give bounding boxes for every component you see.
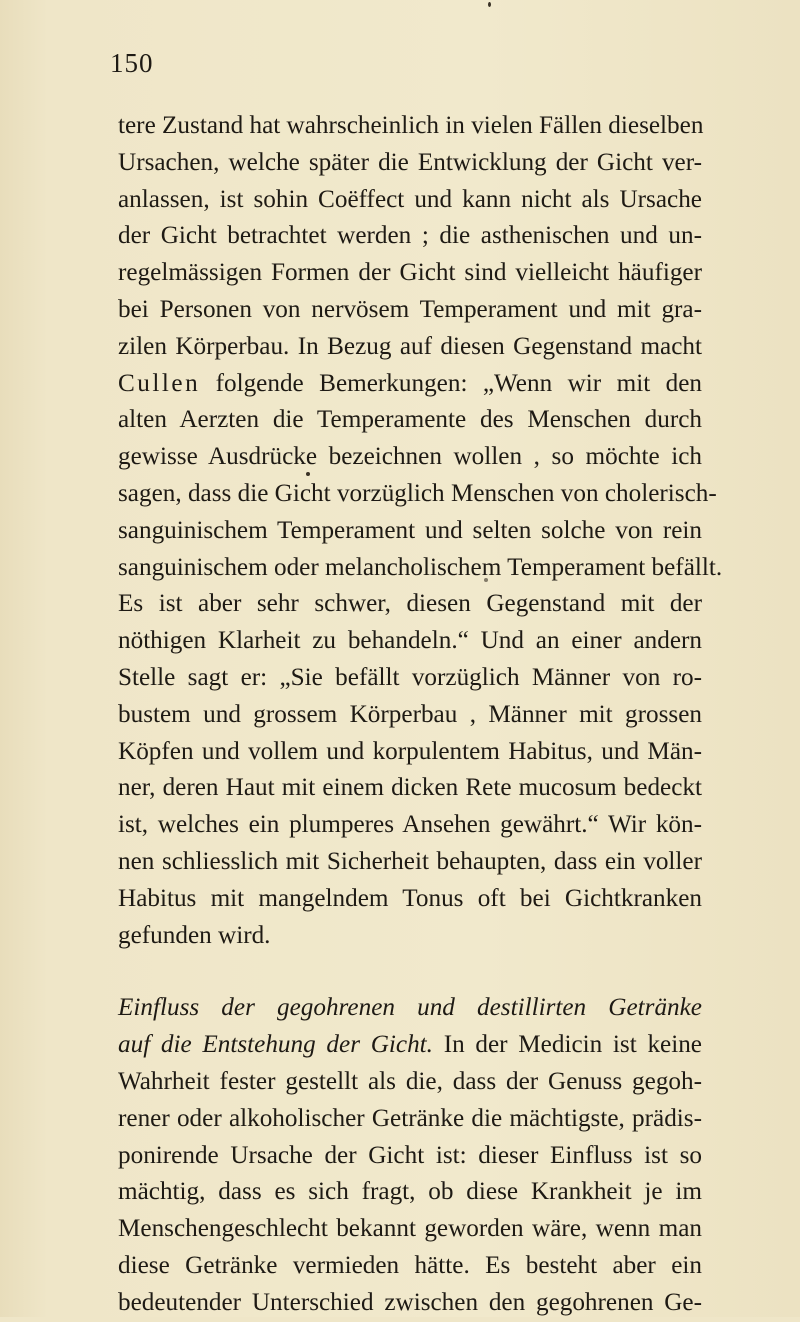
- paragraph-gap: [118, 954, 702, 990]
- text-line: gefunden wird.: [118, 921, 271, 949]
- section-heading: Einfluss der gegohrenen und destillirten Getränke: [118, 994, 702, 1022]
- text-line: nöthigen Klarheit zu behandeln.“ Und an einer andern: [118, 627, 702, 655]
- paragraph-2: [118, 990, 702, 1321]
- text-line: Köpfen und vollem und korpulentem Habitus, und Män-: [118, 737, 702, 765]
- paragraph-1: [118, 108, 723, 954]
- text-line: Ursachen, welche später die Entwicklung der Gicht ver-: [118, 148, 702, 176]
- text-line: Menschengeschlecht bekannt geworden wäre, wenn man: [118, 1215, 702, 1243]
- text-line: sagen, dass die Gicht vorzüglich Menschen von cholerisch-: [118, 479, 717, 507]
- text-line: gewisse Ausdrücke bezeichnen wollen , so möchte ich: [118, 443, 702, 471]
- text-line: tere Zustand hat wahrscheinlich in vielen Fällen dieselben: [118, 112, 704, 139]
- text-line: ner, deren Haut mit einem dicken Rete mucosum bedeckt: [118, 774, 702, 802]
- text-line: Es ist aber sehr schwer, diesen Gegenstand mit der: [118, 590, 702, 618]
- text-line: bedeutender Unterschied zwischen den gegohrenen Ge-: [118, 1288, 702, 1316]
- author-name-cullen: Cullen: [118, 369, 201, 397]
- ink-speck: [488, 2, 491, 7]
- text-line: Wahrheit fester gestellt als die, dass der Genuss gegoh-: [118, 1067, 702, 1095]
- text-line: der Gicht betrachtet werden ; die asthenischen und un-: [118, 222, 702, 250]
- text-line: alten Aerzten die Temperamente des Menschen durch: [118, 406, 702, 434]
- text-line: Stelle sagt er: „Sie befällt vorzüglich Männer von ro-: [118, 663, 702, 691]
- text-line: [118, 990, 702, 1027]
- section-heading-continued: auf die Entstehung der Gicht.: [118, 1031, 433, 1059]
- text-line: mächtig, dass es sich fragt, ob diese Krankheit je im: [118, 1178, 702, 1206]
- page-number: 150: [110, 48, 154, 78]
- text-line: diese Getränke vermieden hätte. Es besteht aber ein: [118, 1251, 702, 1279]
- body-text: [118, 108, 723, 1322]
- text-line: regelmässigen Formen der Gicht sind vielleicht häufiger: [118, 259, 702, 287]
- text-line: Cullen folgende Bemerkungen: „Wenn wir mit den: [118, 369, 702, 397]
- text-line: anlassen, ist sohin Coëffect und kann nicht als Ursache: [118, 185, 702, 213]
- text-line: ponirende Ursache der Gicht ist: dieser Einfluss ist so: [118, 1141, 702, 1169]
- text-line: sanguinischem Temperament und selten solche von rein: [118, 516, 702, 544]
- text-line: bei Personen von nervösem Temperament und mit gra-: [118, 295, 702, 323]
- text-line: bustem und grossem Körperbau , Männer mit grossen: [118, 700, 702, 728]
- text-line: zilen Körperbau. In Bezug auf diesen Gegenstand macht: [118, 332, 702, 360]
- text-line: ist, welches ein plumperes Ansehen gewährt.“ Wir kön-: [118, 811, 702, 839]
- text-line: sanguinischem oder melancholischem Temperament befällt.: [118, 553, 723, 581]
- text-line: auf die Entstehung der Gicht. In der Medicin ist keine: [118, 1031, 702, 1059]
- text-line: Habitus mit mangelndem Tonus oft bei Gichtkranken: [118, 884, 702, 912]
- text-line: rener oder alkoholischer Getränke die mächtigste, prädis-: [118, 1104, 702, 1132]
- text-line: nen schliesslich mit Sicherheit behaupten, dass ein voller: [118, 847, 702, 875]
